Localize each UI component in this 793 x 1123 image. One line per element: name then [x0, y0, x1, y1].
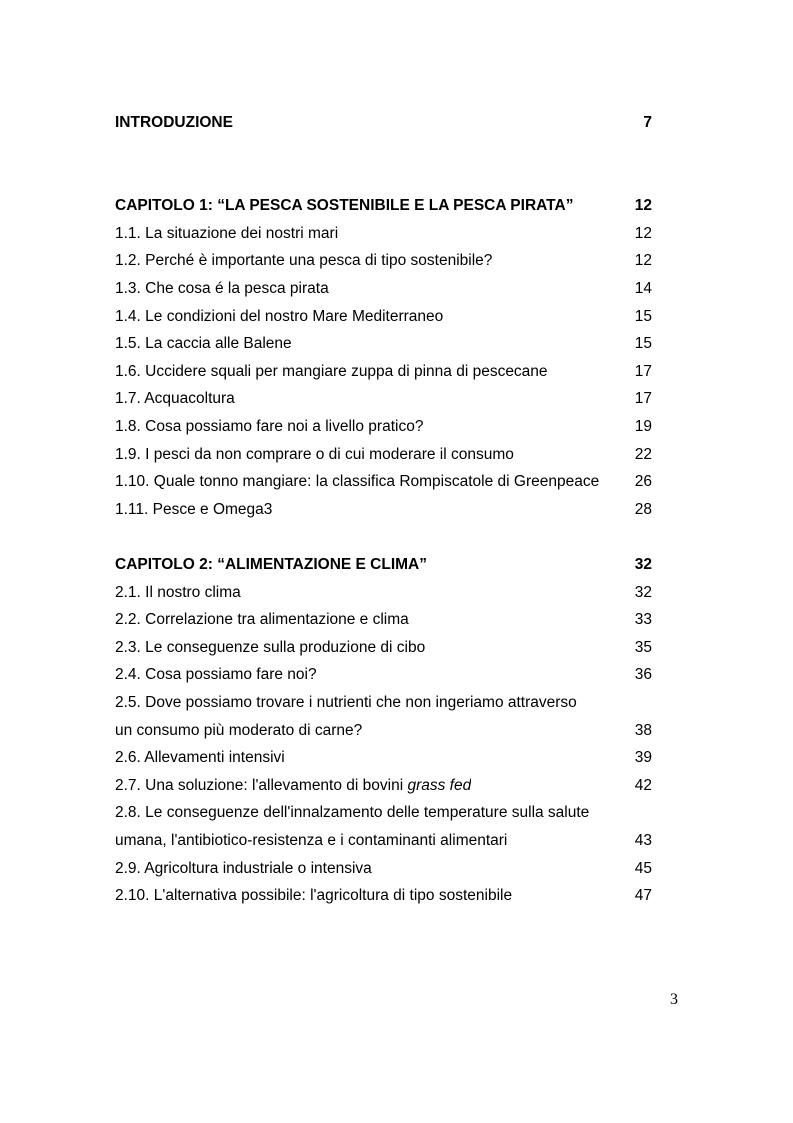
toc-entry: [115, 775, 652, 797]
toc-title: 1.6. Uccidere squali per mangiare zuppa di pinna di pescecane: [115, 363, 548, 380]
toc-title: 1.2. Perché è importante una pesca di tipo sostenibile?: [115, 252, 493, 269]
toc-entry: [115, 499, 652, 521]
toc-page: 17: [634, 390, 652, 407]
toc-page: 15: [634, 308, 652, 325]
toc-page: 26: [634, 473, 652, 490]
toc-entry: [115, 361, 652, 383]
toc-entry: [115, 250, 652, 272]
toc-entry: [115, 223, 652, 245]
toc-page: 17: [634, 363, 652, 380]
toc-page: 19: [634, 418, 652, 435]
toc-entry: [115, 582, 652, 604]
toc-page: 35: [634, 639, 652, 656]
toc-entry: [115, 858, 652, 880]
toc-page: 42: [634, 777, 652, 794]
toc-page: 14: [634, 280, 652, 297]
toc-entry: [115, 444, 652, 466]
toc-entry: [115, 747, 652, 769]
toc-title: 1.10. Quale tonno mangiare: la classifica Rompiscatole di Greenpeace: [115, 473, 600, 490]
toc-page: 12: [634, 197, 652, 214]
toc-page: 43: [634, 832, 652, 849]
toc-page: 33: [634, 611, 652, 628]
toc-page: 12: [634, 252, 652, 269]
toc-title: 1.8. Cosa possiamo fare noi a livello pratico?: [115, 418, 424, 435]
toc-chapter-2-heading: [115, 554, 652, 576]
toc-entry-introduction: [115, 112, 652, 134]
toc-title: 2.10. L'alternativa possibile: l'agricoltura di tipo sostenibile: [115, 887, 513, 904]
toc-entry: [115, 637, 652, 659]
toc-title: CAPITOLO 2: “ALIMENTAZIONE E CLIMA”: [115, 556, 428, 573]
toc-chapter-1-heading: [115, 195, 652, 217]
toc-title: umana, l'antibiotico-resistenza e i contaminanti alimentari: [115, 832, 508, 849]
toc-page: 39: [634, 749, 652, 766]
toc-entry-continuation: [115, 720, 652, 742]
page-number: 3: [670, 991, 678, 1008]
toc-page: 32: [634, 584, 652, 601]
toc-page: 38: [634, 722, 652, 739]
toc-title-text: 2.7. Una soluzione: l'allevamento di bovini: [115, 777, 408, 794]
toc-title: 2.5. Dove possiamo trovare i nutrienti che non ingeriamo attraverso: [115, 694, 577, 711]
toc-entry: [115, 278, 652, 300]
toc-page: 36: [634, 666, 652, 683]
toc-entry: [115, 664, 652, 686]
toc-title: 2.4. Cosa possiamo fare noi?: [115, 666, 317, 683]
toc-entry: [115, 609, 652, 631]
toc-title: 2.1. Il nostro clima: [115, 584, 241, 601]
toc-title-italic: grass fed: [407, 777, 472, 794]
toc-entry-continuation: [115, 830, 652, 852]
toc-entry: [115, 388, 652, 410]
toc-title: INTRODUZIONE: [115, 114, 233, 131]
toc-entry: [115, 333, 652, 355]
toc-title: 1.4. Le condizioni del nostro Mare Mediterraneo: [115, 308, 444, 325]
toc-title: un consumo più moderato di carne?: [115, 722, 363, 739]
toc-page: 32: [634, 556, 652, 573]
toc-title: 1.3. Che cosa é la pesca pirata: [115, 280, 329, 297]
toc-title: 1.9. I pesci da non comprare o di cui moderare il consumo: [115, 446, 514, 463]
toc-entry: [115, 416, 652, 438]
toc-entry: [115, 692, 652, 714]
toc-page: 45: [634, 860, 652, 877]
toc-title: 2.8. Le conseguenze dell'innalzamento delle temperature sulla salute: [115, 804, 590, 821]
toc-page: 22: [634, 446, 652, 463]
toc-title: 1.5. La caccia alle Balene: [115, 335, 292, 352]
toc-entry: [115, 471, 652, 493]
toc-title: 2.6. Allevamenti intensivi: [115, 749, 285, 766]
toc-title: 1.7. Acquacoltura: [115, 390, 235, 407]
toc-title: 2.3. Le conseguenze sulla produzione di cibo: [115, 639, 426, 656]
toc-title: 2.2. Correlazione tra alimentazione e clima: [115, 611, 409, 628]
toc-title: 1.1. La situazione dei nostri mari: [115, 225, 339, 242]
toc-entry: [115, 306, 652, 328]
toc-title: 2.9. Agricoltura industriale o intensiva: [115, 860, 372, 877]
toc-page: 47: [634, 887, 652, 904]
toc-page: 28: [634, 501, 652, 518]
toc-title: CAPITOLO 1: “LA PESCA SOSTENIBILE E LA PESCA PIRATA”: [115, 197, 574, 214]
toc-title: [115, 775, 471, 797]
toc-page: 15: [634, 335, 652, 352]
toc-entry: [115, 885, 652, 907]
toc-page: 7: [643, 114, 652, 131]
toc-page: 12: [634, 225, 652, 242]
toc-title: 1.11. Pesce e Omega3: [115, 501, 273, 518]
toc-entry: [115, 802, 652, 824]
